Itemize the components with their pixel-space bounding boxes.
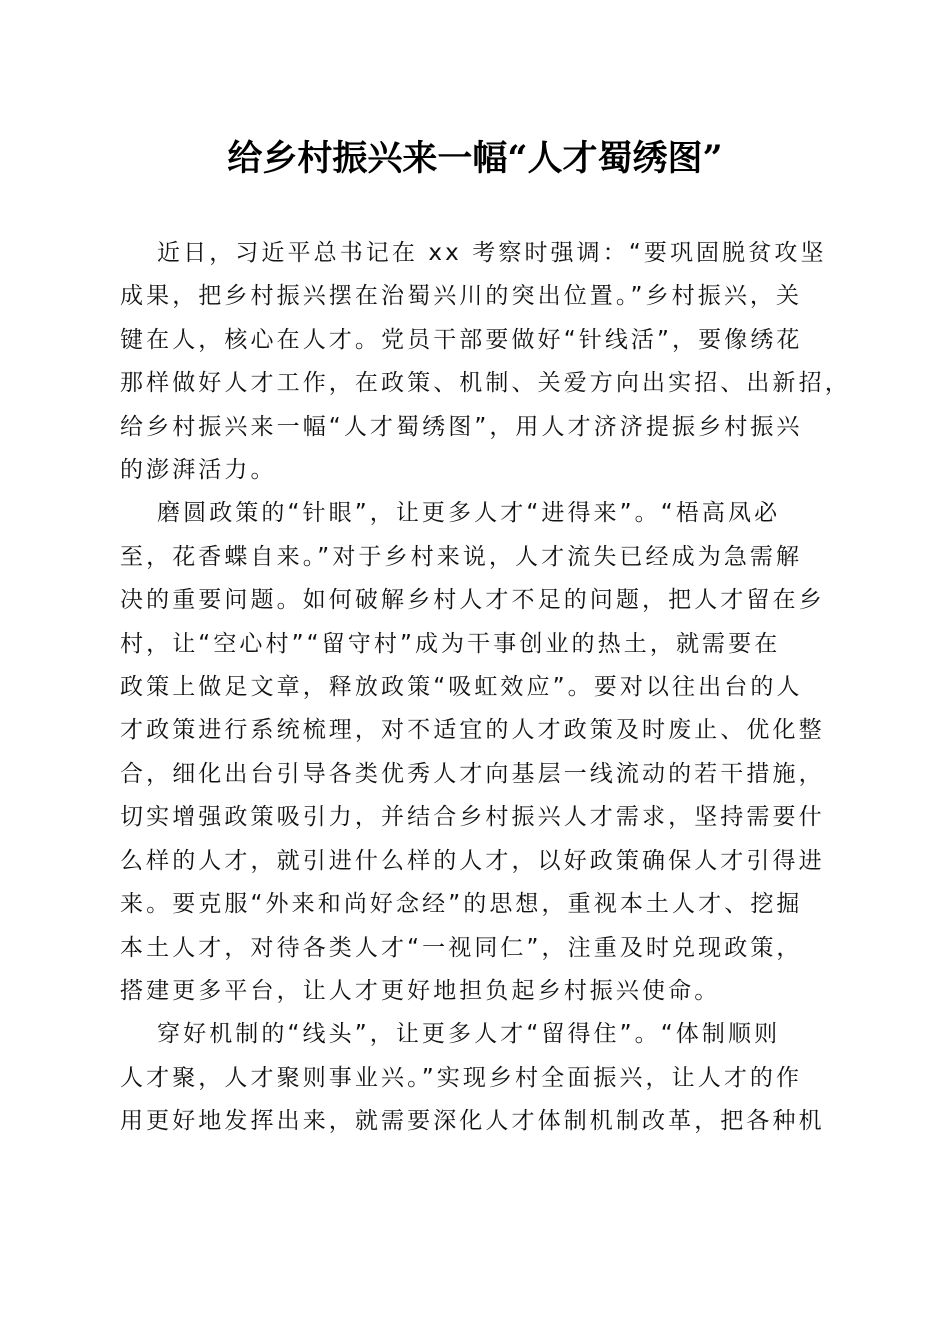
text-line: 本土人才，对待各类人才“一视同仁”，注重及时兑现政策， — [120, 934, 803, 961]
text-line: 键在人，核心在人才。党员干部要做好“针线活”，要像绣花 — [120, 326, 803, 353]
text-line: 决的重要问题。如何破解乡村人才不足的问题，把人才留在乡 — [120, 587, 825, 614]
text-line: 给乡村振兴来一幅“人才蜀绣图”，用人才济济提振乡村振兴 — [120, 413, 803, 440]
text-line: 才政策进行系统梳理，对不适宜的人才政策及时废止、优化整 — [120, 717, 825, 744]
text-line: 那样做好人才工作，在政策、机制、关爱方向出实招、出新招， — [120, 370, 851, 397]
paragraph-2 — [120, 492, 832, 1013]
text-line: 政策上做足文章，释放政策“吸虹效应”。要对以往出台的人 — [120, 674, 803, 701]
text-line: 合，细化出台引导各类优秀人才向基层一线流动的若干措施， — [120, 760, 825, 787]
text-line: 穿好机制的“线头”，让更多人才“留得住”。“体制顺则 — [157, 1021, 781, 1048]
text-line: 成果，把乡村振兴摆在治蜀兴川的突出位置。”乡村振兴，关 — [120, 283, 803, 310]
text-line: 至，花香蝶自来。”对于乡村来说，人才流失已经成为急需解 — [120, 543, 803, 570]
text-line: 的澎湃活力。 — [120, 457, 277, 484]
text-line: 来。要克服“外来和尚好念经”的思想，重视本土人才、挖掘 — [120, 891, 803, 918]
paragraph-1 — [120, 232, 851, 492]
text-line: 近日，习近平总书记在 xx 考察时强调：“要巩固脱贫攻坚 — [157, 240, 827, 266]
text-line: 人才聚，人才聚则事业兴。”实现乡村全面振兴，让人才的作 — [120, 1064, 803, 1091]
text-line: 么样的人才，就引进什么样的人才，以好政策确保人才引得进 — [120, 847, 825, 874]
document-body — [120, 232, 851, 1144]
text-line: 搭建更多平台，让人才更好地担负起乡村振兴使命。 — [120, 977, 721, 1004]
text-line: 磨圆政策的“针眼”，让更多人才“进得来”。“梧高凤必 — [157, 500, 781, 527]
paragraph-3 — [120, 1013, 832, 1143]
text-line: 村，让“空心村”“留守村”成为干事创业的热土，就需要在 — [120, 630, 781, 657]
text-line: 用更好地发挥出来，就需要深化人才体制机制改革，把各种机 — [120, 1108, 825, 1135]
text-line: 切实增强政策吸引力，并结合乡村振兴人才需求，坚持需要什 — [120, 804, 825, 831]
document-title: 给乡村振兴来一幅“人才蜀绣图” — [227, 138, 723, 179]
